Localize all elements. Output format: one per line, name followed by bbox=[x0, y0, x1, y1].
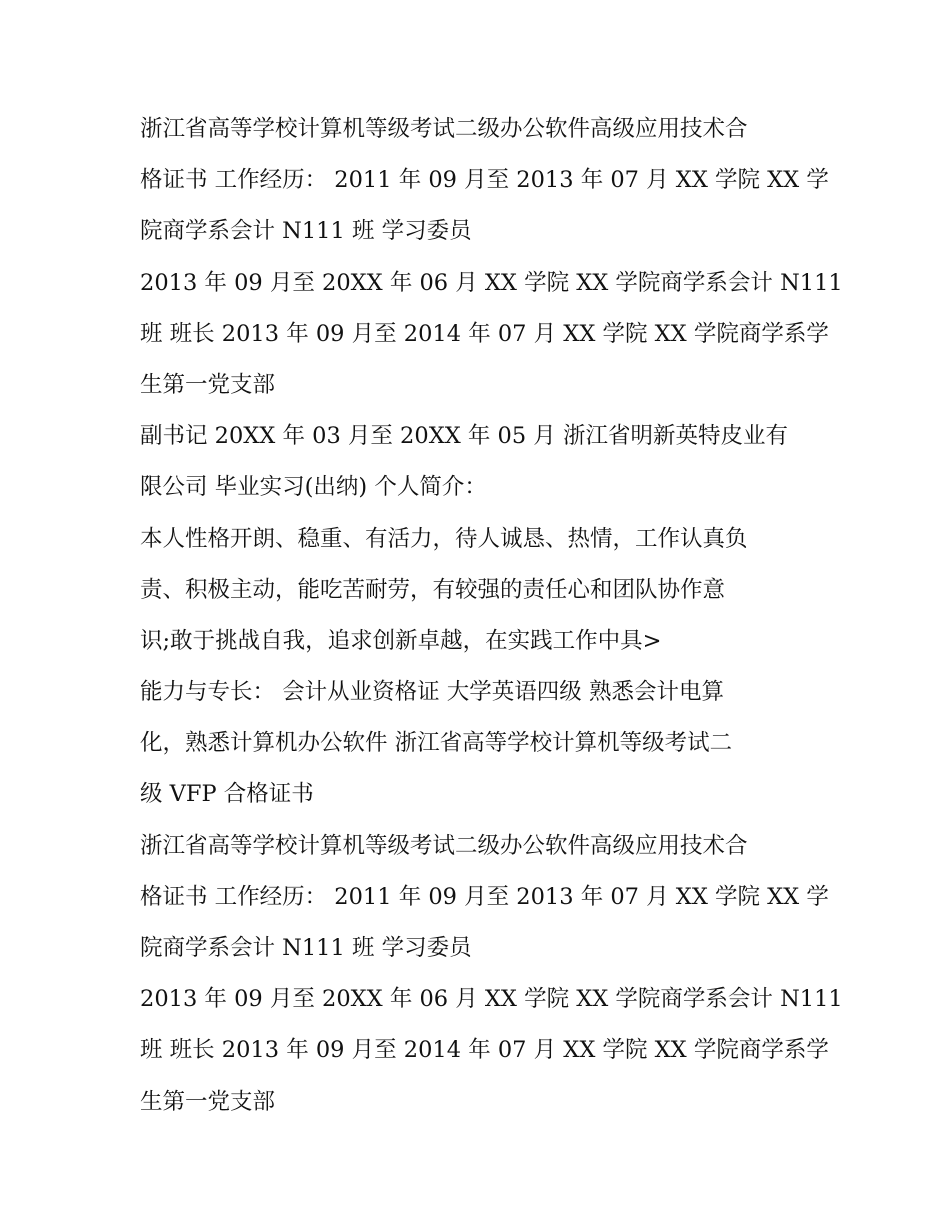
text-line: 化，熟悉计算机办公软件 浙江省高等学校计算机等级考试二 bbox=[140, 730, 733, 757]
text-line: 班 班长 2013 年 09 月至 2014 年 07 月 XX 学院 XX 学院商学系学 bbox=[140, 1037, 829, 1064]
text-line: 限公司 毕业实习(出纳) 个人简介： bbox=[140, 474, 487, 501]
text-line: 本人性格开朗、稳重、有活力，待人诚恳、热情，工作认真负 bbox=[140, 525, 748, 552]
text-line: 识;敢于挑战自我，追求创新卓越，在实践工作中具> bbox=[140, 627, 662, 654]
text-line: 浙江省高等学校计算机等级考试二级办公软件高级应用技术合 bbox=[140, 116, 748, 142]
text-line: 院商学系会计 N111 班 学习委员 bbox=[140, 935, 472, 961]
text-line: 浙江省高等学校计算机等级考试二级办公软件高级应用技术合 bbox=[140, 832, 748, 859]
text-line: 生第一党支部 bbox=[140, 371, 276, 398]
text-line: 级 VFP 合格证书 bbox=[140, 781, 314, 808]
text-line: 责、积极主动，能吃苦耐劳，有较强的责任心和团队协作意 bbox=[140, 576, 726, 603]
text-line: 格证书 工作经历： 2011 年 09 月至 2013 年 07 月 XX 学院 XX 学 bbox=[140, 883, 829, 910]
text-line: 班 班长 2013 年 09 月至 2014 年 07 月 XX 学院 XX 学院商学系学 bbox=[140, 320, 829, 347]
text-line: 生第一党支部 bbox=[140, 1088, 276, 1115]
text-line: 副书记 20XX 年 03 月至 20XX 年 05 月 浙江省明新英特皮业有 bbox=[140, 423, 788, 450]
text-line: 2013 年 09 月至 20XX 年 06 月 XX 学院 XX 学院商学系会计 N111 bbox=[140, 269, 843, 296]
document-body bbox=[140, 104, 843, 1128]
text-line: 格证书 工作经历： 2011 年 09 月至 2013 年 07 月 XX 学院 XX 学 bbox=[140, 167, 829, 194]
text-line: 能力与专长： 会计从业资格证 大学英语四级 熟悉会计电算 bbox=[140, 679, 724, 706]
text-line: 2013 年 09 月至 20XX 年 06 月 XX 学院 XX 学院商学系会计 N111 bbox=[140, 986, 843, 1013]
text-line: 院商学系会计 N111 班 学习委员 bbox=[140, 218, 472, 245]
